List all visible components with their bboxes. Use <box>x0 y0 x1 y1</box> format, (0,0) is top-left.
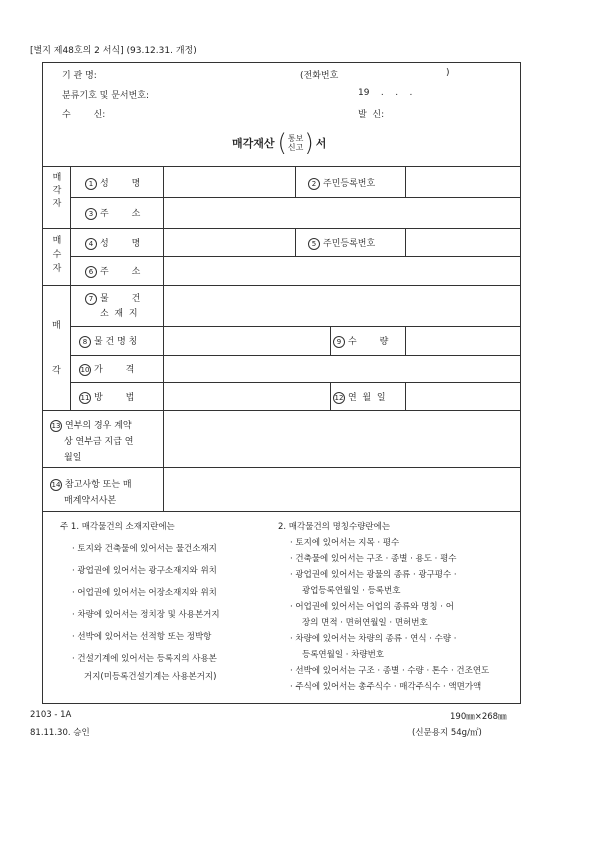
left-paren-glyph: ( <box>277 129 287 157</box>
divider <box>295 228 296 256</box>
divider <box>42 410 521 411</box>
approval-date: 81.11.30. 승인 <box>30 728 90 738</box>
seller-name-label <box>85 176 140 190</box>
brace-top: 통보 <box>287 134 304 143</box>
form-size: 190㎜×268㎜ <box>450 712 507 722</box>
section-char: 매 <box>52 236 62 246</box>
buyer-name-label <box>85 236 140 250</box>
sender-label: 발 신: <box>358 110 385 120</box>
form-code: 2103 - 1A <box>30 710 72 720</box>
divider <box>330 382 331 410</box>
notes-right-item: · 주식에 있어서는 총주식수 · 매각주식수 · 액면가액 <box>290 680 481 692</box>
label-text: 주 소 <box>100 209 141 219</box>
label-text: 가 격 <box>94 365 135 375</box>
divider <box>42 467 521 468</box>
divider <box>405 382 406 410</box>
section-char: 수 <box>52 250 62 260</box>
notes-right-item: 장의 면적 · 면허연월일 · 면허번호 <box>302 618 428 628</box>
price-label <box>79 362 134 376</box>
label-text: 참고사항 또는 매 <box>65 480 132 490</box>
divider <box>405 228 406 256</box>
form-title: [별지 제48호의 2 서식] (93.12.31. 개정) <box>30 46 197 56</box>
agency-label: 기 관 명: <box>62 71 97 81</box>
notes-right-item: · 차량에 있어서는 차량의 종류 · 연식 · 수량 · <box>290 632 457 644</box>
circle-number: 6 <box>85 266 97 278</box>
divider <box>42 285 521 286</box>
label-text: 연부의 경우 계약 <box>65 421 132 431</box>
doc-number-label: 분류기호 및 문서번호: <box>62 91 150 101</box>
title-main: 매각재산 <box>232 137 275 150</box>
label-text: 주민등록번호 <box>323 239 376 249</box>
notes-left-item: · 토지와 건축물에 있어서는 물건소재지 <box>72 542 217 554</box>
divider <box>405 166 406 197</box>
doc-date: 19 . . . <box>358 88 413 98</box>
circle-number: 13 <box>51 421 61 430</box>
circle-number: 10 <box>80 365 90 374</box>
circle-number: 3 <box>85 208 97 220</box>
notes-right-item: · 선박에 있어서는 구조 · 종별 · 수량 · 톤수 · 건조연도 <box>290 664 489 676</box>
buyer-section-label <box>52 234 62 276</box>
notes-right-item: 등록연월일 · 차량번호 <box>302 650 385 660</box>
notes-left-item: · 건설기계에 있어서는 등록지의 사용본 <box>72 652 217 664</box>
notes-right-item: · 어업권에 있어서는 어업의 종류와 명칭 · 어 <box>290 600 454 612</box>
paper-spec: (신문용지 54g/㎡) <box>412 728 482 738</box>
divider <box>70 197 521 198</box>
circle-number: 14 <box>51 480 61 489</box>
installment-label-1 <box>50 418 132 432</box>
section-char: 각 <box>52 186 62 196</box>
phone-label: (전화번호 <box>300 71 339 81</box>
circle-number: 9 <box>333 336 345 348</box>
seller-rrn-label <box>308 176 375 190</box>
divider <box>42 166 521 167</box>
notes-left-item: · 선박에 있어서는 선적항 또는 정박항 <box>72 630 211 642</box>
circle-number: 7 <box>85 293 97 305</box>
quantity-label <box>333 334 388 348</box>
divider <box>70 355 521 356</box>
method-label <box>79 390 134 404</box>
circle-number: 2 <box>308 178 320 190</box>
item-name-label <box>79 334 137 348</box>
title-suffix: 서 <box>315 137 327 150</box>
notes-right-item: 광업등록연월일 · 등록번호 <box>302 586 401 596</box>
circle-number: 4 <box>85 238 97 250</box>
notes-left-item: · 차량에 있어서는 정치장 및 사용본거지 <box>72 608 220 620</box>
sale-section-char-2: 각 <box>52 366 61 376</box>
location-label <box>85 291 140 305</box>
installment-label-2: 상 연부금 지급 연 <box>64 437 134 447</box>
phone-close: ) <box>446 68 450 78</box>
label-text: 성 명 <box>100 239 141 249</box>
label-text: 물 건 명 칭 <box>94 337 138 347</box>
circle-number: 8 <box>79 336 91 348</box>
label-text: 수 량 <box>348 337 389 347</box>
notes-left-item: · 어업권에 있어서는 어장소재지와 위치 <box>72 586 217 598</box>
divider <box>70 382 521 383</box>
divider <box>42 511 521 512</box>
installment-label-3: 월일 <box>64 453 82 463</box>
remarks-label-1 <box>50 477 132 491</box>
label-text: 주 소 <box>100 267 141 277</box>
notes-left-item: · 광업권에 있어서는 광구소재지와 위치 <box>72 564 217 576</box>
notes-right-item: · 토지에 있어서는 지목 · 평수 <box>290 536 399 548</box>
brace-bottom: 신고 <box>287 143 304 152</box>
section-char: 매 <box>52 173 62 183</box>
location-label-2: 소 재 지 <box>100 309 138 319</box>
buyer-rrn-label <box>308 236 375 250</box>
right-paren-glyph: ) <box>304 129 314 157</box>
section-char: 자 <box>52 199 62 209</box>
document-title <box>232 131 326 155</box>
label-text: 연 월 일 <box>348 393 386 403</box>
divider <box>70 326 521 327</box>
circle-number: 11 <box>80 393 90 402</box>
seller-address-label <box>85 206 140 220</box>
label-text: 성 명 <box>100 179 141 189</box>
sale-section-char-1: 매 <box>52 321 61 331</box>
label-text: 물 건 <box>100 294 141 304</box>
notes-right-item: · 광업권에 있어서는 광물의 종류 · 광구평수 · <box>290 568 457 580</box>
divider <box>295 166 296 197</box>
seller-section-label <box>52 172 62 211</box>
divider <box>330 326 331 355</box>
annual-date-label <box>333 390 386 404</box>
notes-right-title: 2. 매각물건의 명칭수량란에는 <box>278 522 391 532</box>
notes-right-item: · 건축물에 있어서는 구조 · 종별 · 용도 · 평수 <box>290 552 457 564</box>
circle-number: 12 <box>334 393 344 402</box>
label-text: 방 법 <box>94 393 135 403</box>
title-brace <box>288 134 303 152</box>
divider <box>163 166 164 511</box>
section-char: 자 <box>52 264 62 274</box>
recipient-label: 수 신: <box>62 110 106 120</box>
divider <box>405 326 406 355</box>
buyer-address-label <box>85 264 140 278</box>
circle-number: 5 <box>308 238 320 250</box>
label-text: 주민등록번호 <box>323 179 376 189</box>
circle-number: 1 <box>85 178 97 190</box>
divider <box>42 228 521 229</box>
divider <box>70 166 71 410</box>
divider <box>70 256 521 257</box>
notes-left-item: 거지(미등록건설기계는 사용본거지) <box>84 672 217 682</box>
notes-left-title: 주 1. 매각물건의 소재지란에는 <box>60 522 175 532</box>
remarks-label-2: 매계약서사본 <box>64 496 117 506</box>
